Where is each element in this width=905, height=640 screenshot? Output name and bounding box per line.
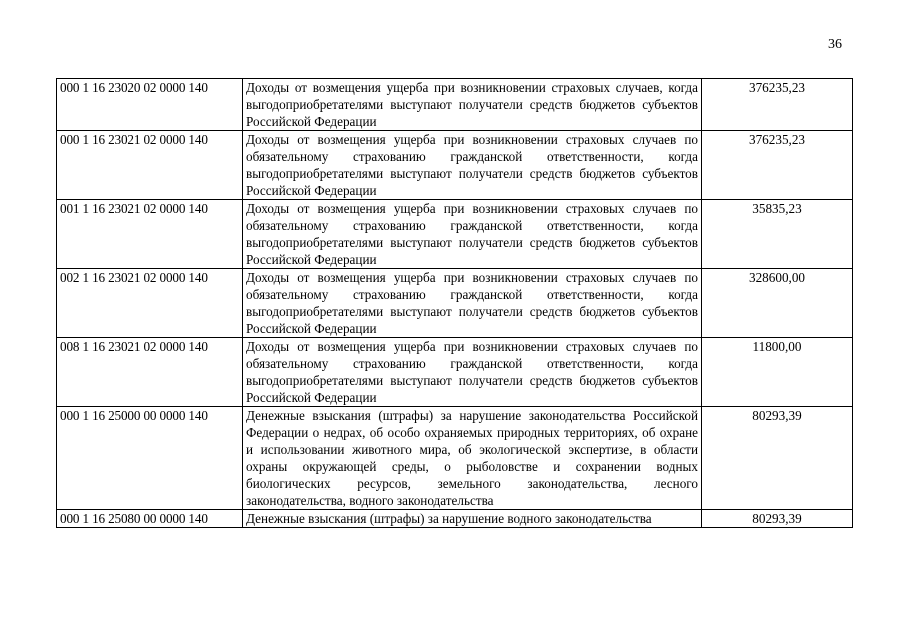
budget-classification-code: 008 1 16 23021 02 0000 140	[57, 338, 243, 407]
revenue-amount: 376235,23	[702, 131, 853, 200]
revenue-description: Доходы от возмещения ущерба при возникновении страховых случаев по обязательному страхованию гражданской ответственности, когда выгодоприобретателями выступают получатели средств бюджетов субъектов Российской Федерации	[243, 131, 702, 200]
budget-classification-code: 000 1 16 25000 00 0000 140	[57, 407, 243, 510]
budget-classification-code: 001 1 16 23021 02 0000 140	[57, 200, 243, 269]
table-row	[57, 338, 853, 407]
table-row	[57, 269, 853, 338]
page-number: 36	[828, 37, 842, 52]
revenue-description: Доходы от возмещения ущерба при возникновении страховых случаев по обязательному страхованию гражданской ответственности, когда выгодоприобретателями выступают получатели средств бюджетов субъектов Российской Федерации	[243, 338, 702, 407]
revenue-amount: 80293,39	[702, 510, 853, 528]
revenue-amount: 80293,39	[702, 407, 853, 510]
budget-classification-code: 000 1 16 25080 00 0000 140	[57, 510, 243, 528]
revenue-description: Денежные взыскания (штрафы) за нарушение водного законодательства	[243, 510, 702, 528]
budget-classification-code: 000 1 16 23020 02 0000 140	[57, 79, 243, 131]
table-row	[57, 200, 853, 269]
revenue-description: Денежные взыскания (штрафы) за нарушение законодательства Российской Федерации о недрах, об особо охраняемых природных территориях, об охране и использовании животного мира, об экологической экспертизе, в области охраны окружающей среды, о рыболовстве и сохранении водных биологических ресурсов, земельного законодательства, лесного законодательства, водного законодательства	[243, 407, 702, 510]
table-row	[57, 79, 853, 131]
table-row	[57, 131, 853, 200]
revenue-amount: 328600,00	[702, 269, 853, 338]
table-row	[57, 407, 853, 510]
budget-revenue-table	[56, 78, 853, 528]
revenue-description: Доходы от возмещения ущерба при возникновении страховых случаев по обязательному страхованию гражданской ответственности, когда выгодоприобретателями выступают получатели средств бюджетов субъектов Российской Федерации	[243, 269, 702, 338]
revenue-amount: 376235,23	[702, 79, 853, 131]
revenue-description: Доходы от возмещения ущерба при возникновении страховых случаев, когда выгодоприобретателями выступают получатели средств бюджетов субъектов Российской Федерации	[243, 79, 702, 131]
revenue-amount: 35835,23	[702, 200, 853, 269]
budget-classification-code: 002 1 16 23021 02 0000 140	[57, 269, 243, 338]
budget-classification-code: 000 1 16 23021 02 0000 140	[57, 131, 243, 200]
revenue-amount: 11800,00	[702, 338, 853, 407]
revenue-description: Доходы от возмещения ущерба при возникновении страховых случаев по обязательному страхованию гражданской ответственности, когда выгодоприобретателями выступают получатели средств бюджетов субъектов Российской Федерации	[243, 200, 702, 269]
table-row	[57, 510, 853, 528]
